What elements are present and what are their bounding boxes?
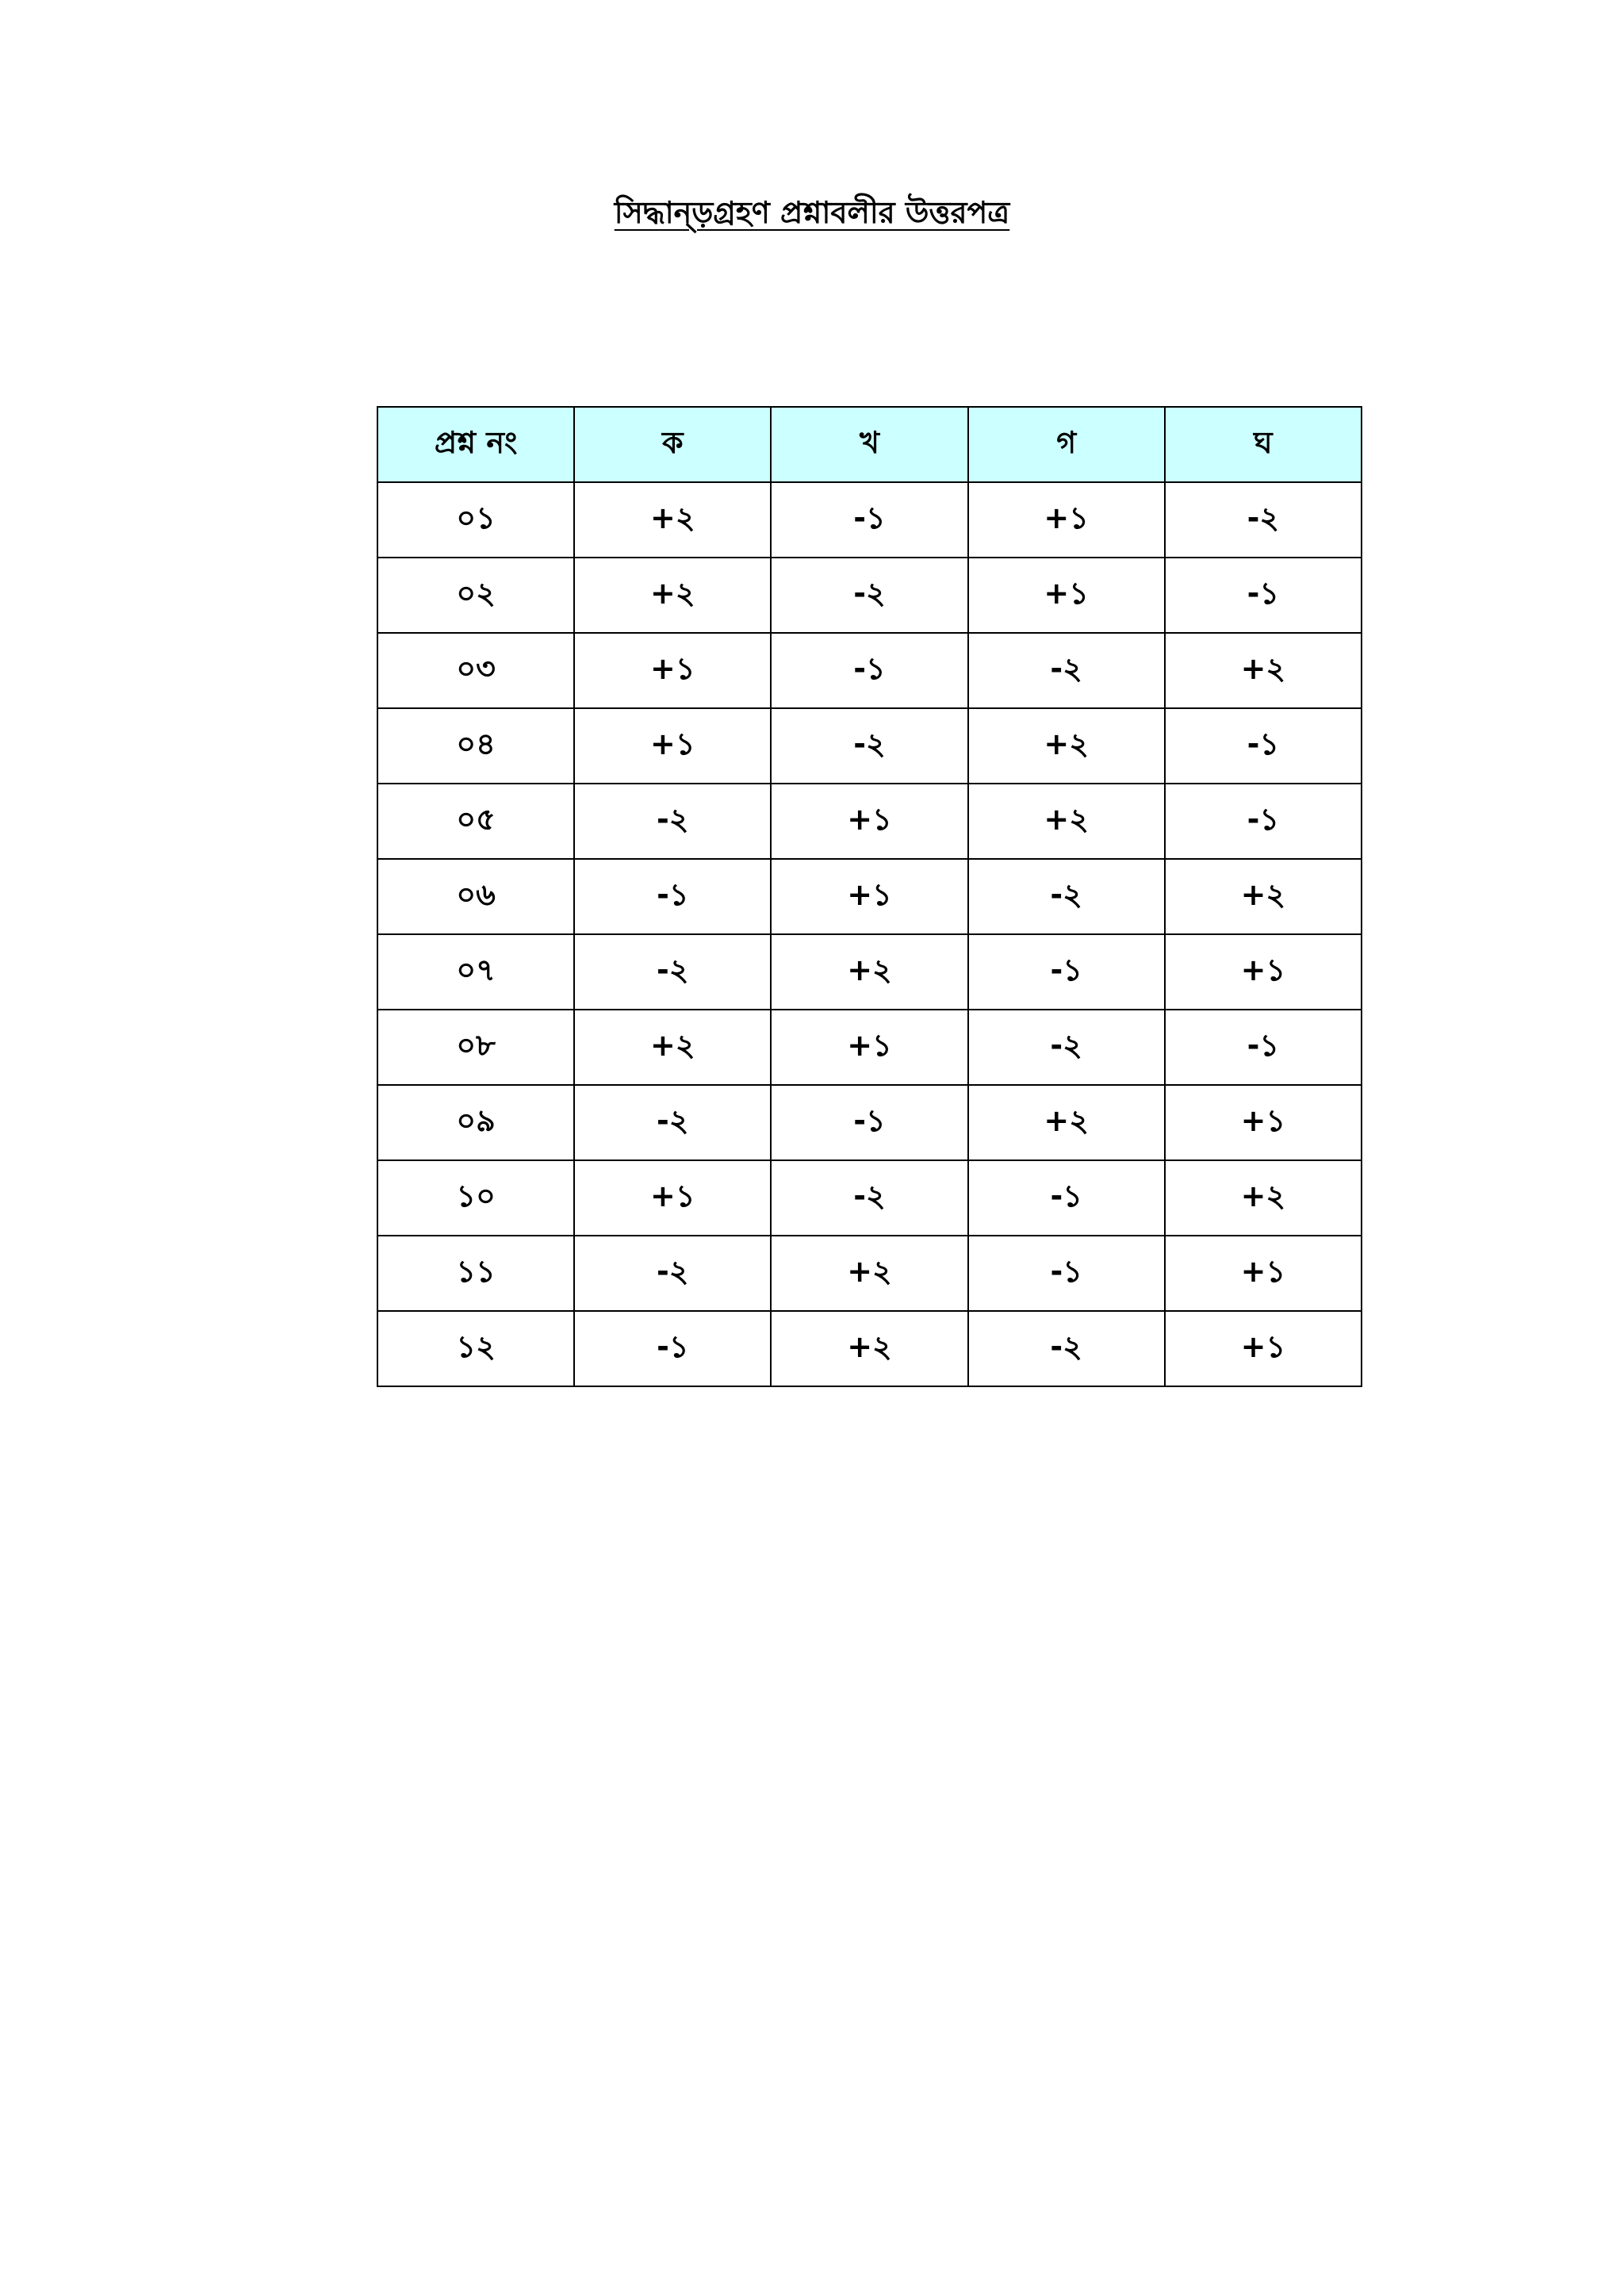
option-kha-cell: -১ — [771, 633, 967, 708]
option-ga-cell: -২ — [968, 859, 1165, 934]
table-body — [377, 482, 1362, 1386]
question-no-cell: ০৫ — [377, 784, 574, 859]
option-gha-cell: -২ — [1165, 482, 1362, 558]
header-option-ga: গ — [968, 407, 1165, 482]
option-ka-cell: +২ — [574, 1010, 771, 1085]
option-ka-cell: +১ — [574, 708, 771, 784]
option-ga-cell: -১ — [968, 934, 1165, 1010]
answer-table — [377, 406, 1362, 1387]
option-kha-cell: -১ — [771, 1085, 967, 1160]
option-ka-cell: +২ — [574, 558, 771, 633]
option-ga-cell: -২ — [968, 1010, 1165, 1085]
option-kha-cell: +১ — [771, 784, 967, 859]
option-ka-cell: +২ — [574, 482, 771, 558]
table-row — [377, 784, 1362, 859]
option-ka-cell: -১ — [574, 1311, 771, 1386]
option-kha-cell: +১ — [771, 1010, 967, 1085]
option-gha-cell: +১ — [1165, 934, 1362, 1010]
question-no-cell: ০৮ — [377, 1010, 574, 1085]
question-no-cell: ০৭ — [377, 934, 574, 1010]
option-gha-cell: +১ — [1165, 1085, 1362, 1160]
option-ka-cell: -২ — [574, 784, 771, 859]
option-ga-cell: +২ — [968, 1085, 1165, 1160]
header-option-gha: ঘ — [1165, 407, 1362, 482]
option-ka-cell: -২ — [574, 1236, 771, 1311]
question-no-cell: ১১ — [377, 1236, 574, 1311]
option-ga-cell: +২ — [968, 784, 1165, 859]
question-no-cell: ০৩ — [377, 633, 574, 708]
option-ka-cell: -২ — [574, 934, 771, 1010]
table-row — [377, 934, 1362, 1010]
option-kha-cell: -২ — [771, 558, 967, 633]
option-ga-cell: -১ — [968, 1236, 1165, 1311]
question-no-cell: ০২ — [377, 558, 574, 633]
option-gha-cell: -১ — [1165, 708, 1362, 784]
option-ga-cell: -১ — [968, 1160, 1165, 1236]
table-row — [377, 482, 1362, 558]
page-title-text: সিদ্ধান্ড়গ্রহণ প্রশ্নাবলীর উত্তরপত্র — [614, 195, 1010, 230]
table-row — [377, 859, 1362, 934]
question-no-cell: ১২ — [377, 1311, 574, 1386]
option-ga-cell: -২ — [968, 1311, 1165, 1386]
option-gha-cell: -১ — [1165, 1010, 1362, 1085]
table-row — [377, 1236, 1362, 1311]
table-row — [377, 633, 1362, 708]
question-no-cell: ১০ — [377, 1160, 574, 1236]
option-ka-cell: +১ — [574, 1160, 771, 1236]
table-row — [377, 1010, 1362, 1085]
option-kha-cell: +২ — [771, 1311, 967, 1386]
option-gha-cell: +১ — [1165, 1311, 1362, 1386]
option-kha-cell: -২ — [771, 708, 967, 784]
option-kha-cell: +২ — [771, 934, 967, 1010]
option-gha-cell: +১ — [1165, 1236, 1362, 1311]
option-ga-cell: +১ — [968, 558, 1165, 633]
option-gha-cell: +২ — [1165, 633, 1362, 708]
table-row — [377, 1160, 1362, 1236]
question-no-cell: ০৪ — [377, 708, 574, 784]
header-option-ka: ক — [574, 407, 771, 482]
page-title — [0, 189, 1624, 236]
question-no-cell: ০১ — [377, 482, 574, 558]
option-ka-cell: +১ — [574, 633, 771, 708]
table-row — [377, 1085, 1362, 1160]
option-ga-cell: -২ — [968, 633, 1165, 708]
question-no-cell: ০৬ — [377, 859, 574, 934]
question-no-cell: ০৯ — [377, 1085, 574, 1160]
option-gha-cell: -১ — [1165, 558, 1362, 633]
table-row — [377, 708, 1362, 784]
option-ga-cell: +২ — [968, 708, 1165, 784]
option-ka-cell: -১ — [574, 859, 771, 934]
option-kha-cell: +১ — [771, 859, 967, 934]
option-gha-cell: -১ — [1165, 784, 1362, 859]
header-option-kha: খ — [771, 407, 967, 482]
option-kha-cell: -২ — [771, 1160, 967, 1236]
option-kha-cell: -১ — [771, 482, 967, 558]
table-row — [377, 558, 1362, 633]
header-question-no: প্রশ্ন নং — [377, 407, 574, 482]
option-ga-cell: +১ — [968, 482, 1165, 558]
option-ka-cell: -২ — [574, 1085, 771, 1160]
header-row — [377, 407, 1362, 482]
option-gha-cell: +২ — [1165, 1160, 1362, 1236]
option-kha-cell: +২ — [771, 1236, 967, 1311]
option-gha-cell: +২ — [1165, 859, 1362, 934]
table-row — [377, 1311, 1362, 1386]
